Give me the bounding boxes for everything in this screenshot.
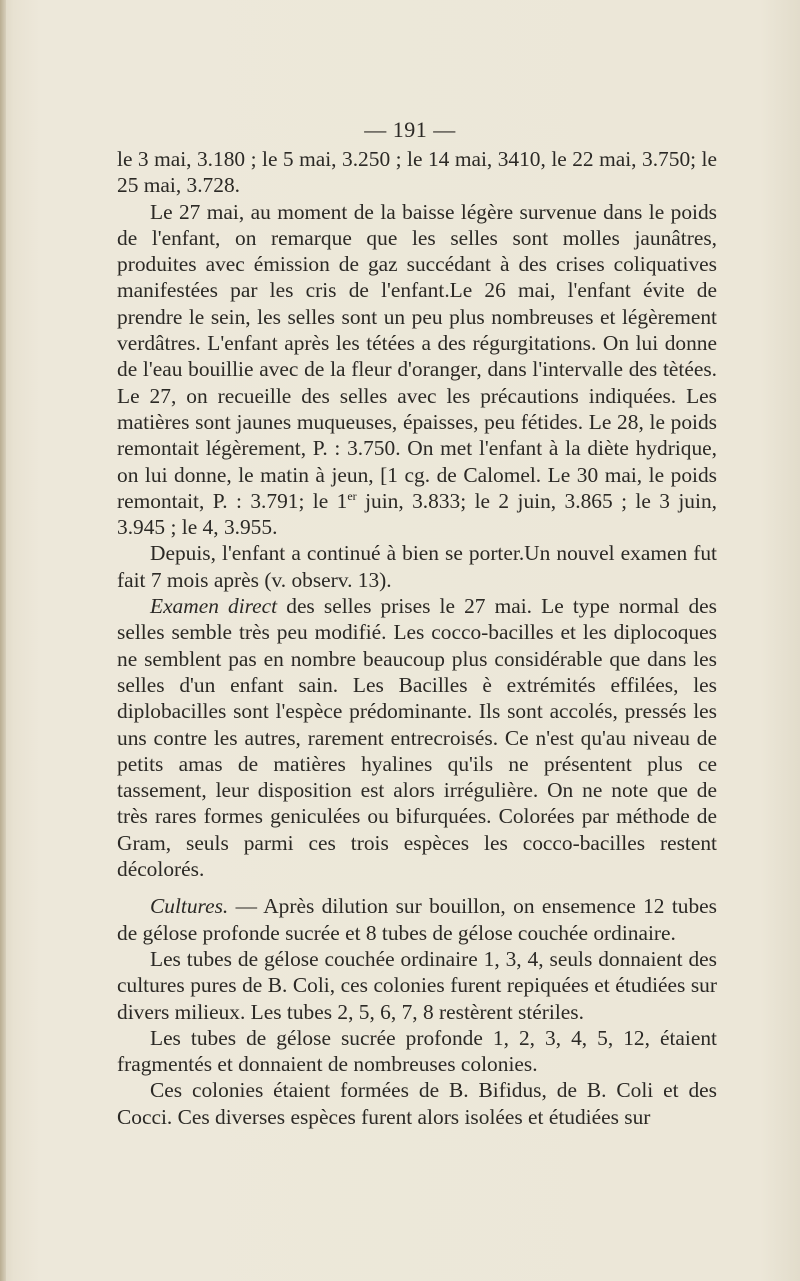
paragraph-weights: le 3 mai, 3.180 ; le 5 mai, 3.250 ; le 14 mai, 3410, le 22 mai, 3.750; le 25 mai, 3.728.: [117, 147, 717, 198]
paragraph-observation: Le 27 mai, au moment de la baisse légère survenue dans le poids de l'enfant, on remarque que les selles sont molles jaunâtres, produites avec émission de gaz succédant à des crises coliquatives manifestées par les cris de l'enfant.Le 26 mai, l'enfant évite de prendre le sein, les selles sont un peu plus nombreuses et légèrement verdâtres. L'enfant après les tétées a des régurgitations. On lui donne de l'eau bouillie avec de la fleur d'oranger, dans l'intervalle des tètées. Le 27, on recueille des selles avec les précautions indiquées. Les matières sont jaunes muqueuses, épaisses, peu fétides. Le 28, le poids remontait légèrement, P. : 3.750. On met l'enfant à la diète hydrique, on lui donne, le matin à jeun, [1 cg. de Calomel. Le 30 mai, le poids remontait, P. : 3.791; le 1er juin, 3.833; le 2 juin, 3.865 ; le 3 juin, 3.945 ; le 4, 3.955.: [117, 199, 717, 540]
page-spine-shadow: [0, 0, 6, 1281]
page-number: — 191 —: [364, 117, 456, 142]
paragraph-gelose-sucree: Les tubes de gélose sucrée profonde 1, 2, 3, 4, 5, 12, étaient fragmentés et donnaient de nombreuses colonies.: [117, 1025, 717, 1077]
paragraph-colonies: Ces colonies étaient formées de B. Bifidus, de B. Coli et des Cocci. Ces diverses espèces furent alors isolées et étudiées sur: [117, 1078, 717, 1129]
heading-cultures: Cultures.: [150, 894, 229, 919]
superscript-er: er: [347, 488, 357, 503]
paragraph-gelose-couchee: Les tubes de gélose couchée ordinaire 1, 3, 4, seuls donnaient des cultures pures de B. Coli, ces colonies furent repiquées et étudiées sur divers milieux. Les tubes 2, 5, 6, 7, 8 restèrent stériles.: [117, 946, 717, 1024]
paragraph-cultures: Cultures. — Après dilution sur bouillon, on ensemence 12 tubes de gélose profonde sucrée et 8 tubes de gélose couchée ordinaire.: [117, 894, 717, 945]
body-text: [117, 146, 717, 1130]
paragraph-direct-exam: Examen direct des selles prises le 27 mai. Le type normal des selles semble très peu modifié. Les cocco-bacilles et les diplocoques ne semblent pas en nombre beaucoup plus considérable que dans les selles d'un enfant sain. Les Bacilles è extrémités effilées, les diplobacilles sont l'espèce prédominante. Ils sont accolés, pressés les uns contre les autres, rarement entrecroisés. Ce n'est qu'au niveau de petits amas de matières hyalines qu'ils ne présentent plus ce tassement, leur disposition est alors irrégulière. On ne note que de très rares formes geniculées ou bifurquées. Colorées par méthode de Gram, seuls parmi ces trois espèces les cocco-bacilles restent décolorés.: [117, 594, 717, 882]
heading-examen-direct: Examen direct: [150, 594, 278, 619]
paragraph-follow-up: Depuis, l'enfant a continué à bien se porter.Un nouvel examen fut fait 7 mois après (v. observ. 13).: [117, 541, 717, 592]
